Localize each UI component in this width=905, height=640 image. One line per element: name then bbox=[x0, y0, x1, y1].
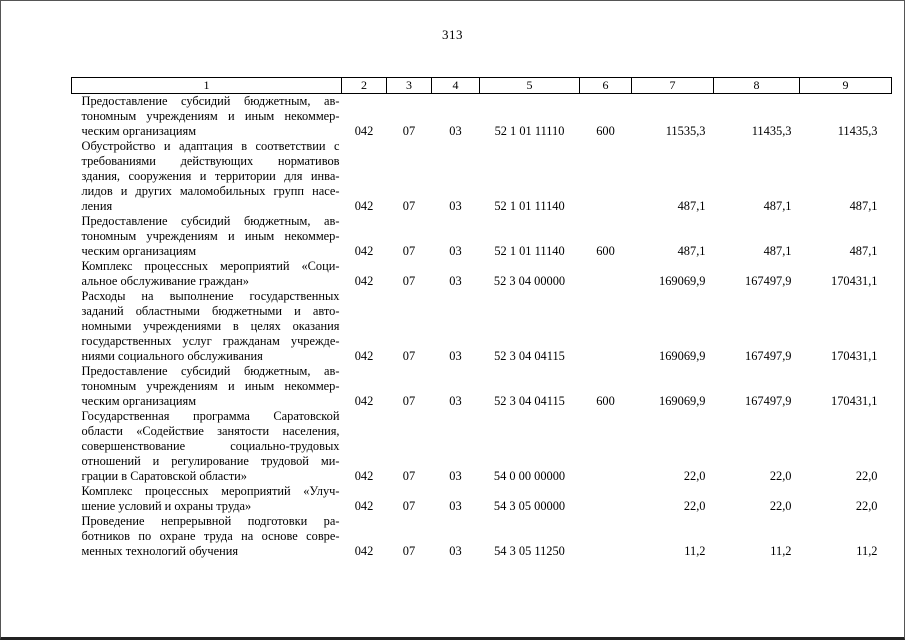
header-col-8: 8 bbox=[714, 78, 800, 94]
cell-rz: 07 bbox=[402, 544, 416, 558]
row-name-line: заданий областными бюджетными и авто- bbox=[81, 304, 340, 318]
cell-sum1: 169069,9 bbox=[659, 394, 706, 408]
cell-sum3: 22,0 bbox=[855, 469, 878, 483]
row-name-line: номными учреждениями в целях оказания bbox=[81, 319, 340, 333]
row-name-line: тономным учреждениям и иным некоммер- bbox=[81, 229, 340, 243]
row-name-line: Предоставление субсидий бюджетным, ав- bbox=[81, 364, 340, 378]
row-name-line: отношений и регулирование трудовой ми- bbox=[81, 454, 340, 468]
cell-rz: 07 bbox=[402, 124, 416, 138]
cell-grbs: 042 bbox=[354, 199, 374, 213]
row-name-line: Предоставление субсидий бюджетным, ав- bbox=[81, 94, 340, 108]
row-name-line: Комплекс процессных мероприятий «Улуч- bbox=[81, 484, 340, 498]
cell-csr: 52 3 04 04115 bbox=[494, 394, 565, 408]
cell-sum3: 170431,1 bbox=[831, 394, 878, 408]
table-row bbox=[72, 514, 892, 559]
cell-sum3: 22,0 bbox=[855, 499, 878, 513]
cell-pr: 03 bbox=[449, 124, 462, 138]
cell-grbs: 042 bbox=[354, 499, 374, 513]
row-name-cell bbox=[72, 364, 342, 409]
cell-pr: 03 bbox=[449, 544, 462, 558]
cell-sum2: 487,1 bbox=[763, 244, 792, 258]
cell-sum2: 11435,3 bbox=[751, 124, 792, 138]
row-name-line: ления bbox=[81, 199, 113, 213]
page-number: 313 bbox=[442, 27, 463, 42]
cell-rz: 07 bbox=[402, 499, 416, 513]
header-col-2: 2 bbox=[342, 78, 387, 94]
cell-sum3: 11435,3 bbox=[837, 124, 878, 138]
table-row bbox=[72, 409, 892, 484]
row-name-line: ческим организациям bbox=[81, 244, 197, 258]
cell-sum1: 22,0 bbox=[683, 499, 706, 513]
header-col-9: 9 bbox=[800, 78, 892, 94]
cell-grbs: 042 bbox=[354, 544, 374, 558]
cell-sum1: 169069,9 bbox=[659, 349, 706, 363]
cell-vr bbox=[580, 289, 632, 364]
row-name-line: государственных услуг гражданам учрежде- bbox=[81, 334, 340, 348]
row-name-line: грации в Саратовской области» bbox=[81, 469, 248, 483]
table-row bbox=[72, 94, 892, 140]
table-header-row bbox=[72, 78, 892, 94]
row-name-line: ческим организациям bbox=[81, 394, 197, 408]
row-name-line: Государственная программа Саратовской bbox=[81, 409, 340, 423]
table-row bbox=[72, 139, 892, 214]
cell-csr: 52 1 01 11110 bbox=[494, 124, 565, 138]
row-name-line: совершенствование социально-трудовых bbox=[81, 439, 340, 453]
row-name-cell bbox=[72, 259, 342, 289]
cell-sum2: 167497,9 bbox=[745, 394, 792, 408]
cell-pr: 03 bbox=[449, 199, 462, 213]
row-name-line: области «Содействие занятости населения, bbox=[81, 424, 340, 438]
cell-csr: 54 3 05 00000 bbox=[493, 499, 566, 513]
cell-sum1: 11,2 bbox=[684, 544, 706, 558]
cell-sum1: 22,0 bbox=[683, 469, 706, 483]
cell-csr: 54 0 00 00000 bbox=[493, 469, 566, 483]
cell-sum2: 22,0 bbox=[769, 469, 792, 483]
row-name-cell bbox=[72, 514, 342, 559]
cell-sum3: 170431,1 bbox=[831, 349, 878, 363]
header-col-1: 1 bbox=[72, 78, 342, 94]
cell-csr: 52 1 01 11140 bbox=[494, 199, 565, 213]
cell-grbs: 042 bbox=[354, 124, 374, 138]
cell-vr: 600 bbox=[596, 244, 615, 258]
cell-sum3: 487,1 bbox=[849, 244, 878, 258]
row-name-line: альное обслуживание граждан» bbox=[81, 274, 249, 288]
table-body bbox=[72, 94, 892, 560]
cell-pr: 03 bbox=[449, 274, 462, 288]
cell-grbs: 042 bbox=[354, 274, 374, 288]
cell-csr: 54 3 05 11250 bbox=[494, 544, 565, 558]
row-name-cell bbox=[72, 94, 342, 140]
row-name-line: тономным учреждениям и иным некоммер- bbox=[81, 109, 340, 123]
table-row bbox=[72, 484, 892, 514]
cell-sum2: 167497,9 bbox=[745, 274, 792, 288]
budget-table bbox=[71, 77, 892, 559]
cell-sum3: 487,1 bbox=[849, 199, 878, 213]
cell-vr: 600 bbox=[596, 124, 615, 138]
row-name-line: шение условий и охраны труда» bbox=[81, 499, 252, 513]
cell-pr: 03 bbox=[449, 469, 462, 483]
row-name-line: Проведение непрерывной подготовки ра- bbox=[81, 514, 340, 528]
cell-rz: 07 bbox=[402, 394, 416, 408]
cell-sum2: 487,1 bbox=[763, 199, 792, 213]
table-row bbox=[72, 214, 892, 259]
cell-vr bbox=[580, 514, 632, 559]
cell-rz: 07 bbox=[402, 349, 416, 363]
cell-pr: 03 bbox=[449, 394, 462, 408]
row-name-line: ботников по охране труда на основе совре- bbox=[81, 529, 340, 543]
header-col-4: 4 bbox=[432, 78, 480, 94]
cell-vr bbox=[580, 139, 632, 214]
row-name-line: Комплекс процессных мероприятий «Соци- bbox=[81, 259, 340, 273]
header-col-6: 6 bbox=[580, 78, 632, 94]
cell-csr: 52 3 04 00000 bbox=[493, 274, 566, 288]
table-row bbox=[72, 289, 892, 364]
cell-sum2: 22,0 bbox=[769, 499, 792, 513]
cell-pr: 03 bbox=[449, 349, 462, 363]
row-name-cell bbox=[72, 484, 342, 514]
row-name-line: Предоставление субсидий бюджетным, ав- bbox=[81, 214, 340, 228]
table-row bbox=[72, 259, 892, 289]
cell-sum1: 487,1 bbox=[677, 244, 706, 258]
cell-rz: 07 bbox=[402, 274, 416, 288]
cell-sum2: 167497,9 bbox=[745, 349, 792, 363]
cell-pr: 03 bbox=[449, 499, 462, 513]
row-name-line: менных технологий обучения bbox=[81, 544, 239, 558]
row-name-line: здания, сооружения и территории для инва- bbox=[81, 169, 340, 183]
row-name-cell bbox=[72, 409, 342, 484]
row-name-cell bbox=[72, 214, 342, 259]
cell-rz: 07 bbox=[402, 199, 416, 213]
row-name-line: Обустройство и адаптация в соответствии с bbox=[81, 139, 340, 153]
row-name-cell bbox=[72, 139, 342, 214]
cell-sum3: 11,2 bbox=[856, 544, 878, 558]
header-col-3: 3 bbox=[387, 78, 432, 94]
row-name-line: требованиями действующих нормативов bbox=[81, 154, 340, 168]
cell-grbs: 042 bbox=[354, 469, 374, 483]
cell-rz: 07 bbox=[402, 469, 416, 483]
cell-csr: 52 1 01 11140 bbox=[494, 244, 565, 258]
row-name-line: ческим организациям bbox=[81, 124, 197, 138]
cell-sum1: 169069,9 bbox=[659, 274, 706, 288]
row-name-line: Расходы на выполнение государственных bbox=[81, 289, 340, 303]
row-name-cell bbox=[72, 289, 342, 364]
cell-sum1: 487,1 bbox=[677, 199, 706, 213]
header-col-7: 7 bbox=[632, 78, 714, 94]
row-name-line: ниями социального обслуживания bbox=[81, 349, 263, 363]
row-name-line: лидов и других маломобильных групп насе- bbox=[81, 184, 340, 198]
cell-csr: 52 3 04 04115 bbox=[494, 349, 565, 363]
cell-pr: 03 bbox=[449, 244, 462, 258]
cell-vr bbox=[580, 484, 632, 514]
cell-sum2: 11,2 bbox=[770, 544, 792, 558]
cell-sum3: 170431,1 bbox=[831, 274, 878, 288]
row-name-line: тономным учреждениям и иным некоммер- bbox=[81, 379, 340, 393]
cell-grbs: 042 bbox=[354, 349, 374, 363]
cell-vr bbox=[580, 259, 632, 289]
cell-sum1: 11535,3 bbox=[665, 124, 706, 138]
cell-vr bbox=[580, 409, 632, 484]
table-row bbox=[72, 364, 892, 409]
cell-grbs: 042 bbox=[354, 394, 374, 408]
cell-vr: 600 bbox=[596, 394, 615, 408]
cell-grbs: 042 bbox=[354, 244, 374, 258]
header-col-5: 5 bbox=[480, 78, 580, 94]
cell-rz: 07 bbox=[402, 244, 416, 258]
